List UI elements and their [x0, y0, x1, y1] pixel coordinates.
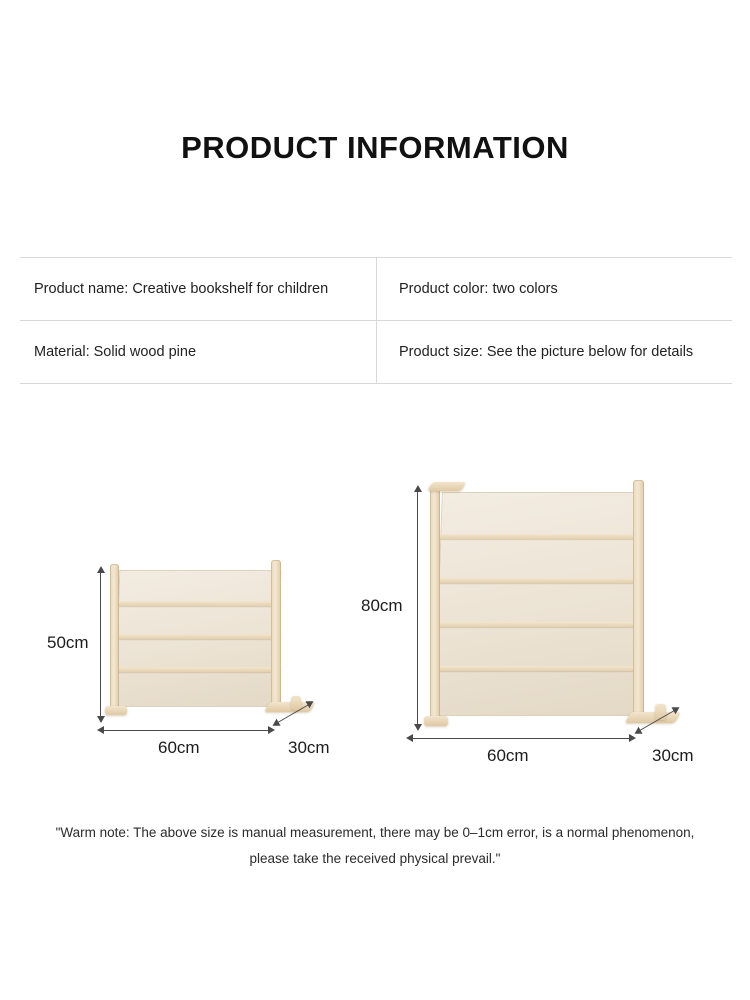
shelf-rail	[436, 578, 642, 583]
shelf-rail	[436, 622, 642, 627]
shelf-foot-left	[424, 716, 448, 726]
shelf-foot-left	[105, 706, 127, 715]
table-row	[20, 258, 732, 320]
small-width-dimension-line	[103, 730, 270, 731]
shelf-right-post	[271, 560, 281, 710]
product-illustrations	[0, 455, 750, 795]
warm-note	[0, 820, 750, 872]
large-height-dimension-line	[417, 491, 418, 725]
large-height-arrow-bottom	[414, 724, 422, 731]
shelf-rail	[436, 666, 642, 671]
warm-note-line-1: "Warm note: The above size is manual measurement, there may be 0–1cm error, is a normal phenomenon,	[55, 825, 695, 840]
small-width-arrow-left	[97, 726, 104, 734]
product-info-table	[20, 257, 732, 384]
product-color-cell: Product color: two colors	[376, 258, 732, 320]
large-bookshelf-illustration	[412, 480, 677, 725]
large-width-dimension-line	[412, 738, 631, 739]
small-height-arrow-bottom	[97, 716, 105, 723]
large-width-arrow-left	[406, 734, 413, 742]
shelf-left-post	[430, 486, 440, 720]
shelf-right-post	[633, 480, 644, 720]
small-height-label: 50cm	[47, 633, 89, 652]
large-shelf-canvas	[434, 492, 644, 716]
page-title: PRODUCT INFORMATION	[181, 130, 569, 165]
table-row	[20, 320, 732, 383]
shelf-rail	[115, 634, 281, 639]
product-size-cell: Product size: See the picture below for details	[376, 321, 732, 383]
material-cell: Material: Solid wood pine	[34, 344, 197, 360]
large-width-label: 60cm	[487, 746, 529, 765]
shelf-top-cap	[427, 482, 466, 491]
small-height-dimension-line	[100, 572, 101, 717]
product-name-cell: Product name: Creative bookshelf for children	[34, 281, 329, 297]
shelf-rail	[115, 601, 281, 606]
small-bookshelf-illustration	[95, 560, 315, 720]
large-height-arrow-top	[414, 485, 422, 492]
shelf-rail	[436, 534, 642, 539]
small-height-arrow-top	[97, 566, 105, 573]
shelf-left-post	[110, 564, 119, 710]
large-depth-label: 30cm	[652, 746, 694, 765]
small-width-label: 60cm	[158, 738, 200, 757]
warm-note-line-2: please take the received physical prevail."	[249, 851, 501, 866]
large-height-label: 80cm	[361, 596, 403, 615]
shelf-rail	[115, 667, 281, 672]
small-depth-label: 30cm	[288, 738, 330, 757]
